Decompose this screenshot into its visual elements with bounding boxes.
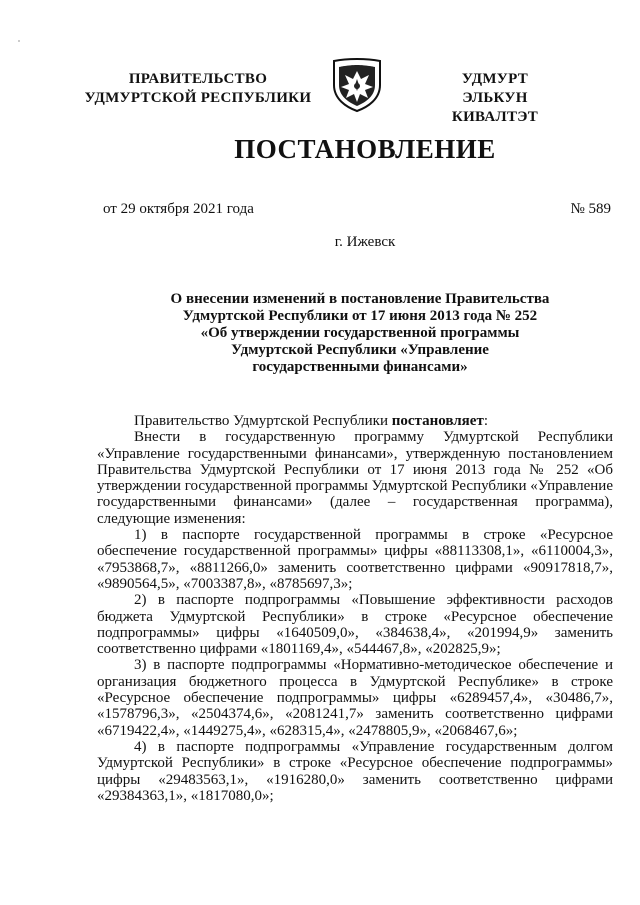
- body-paragraph: 3) в паспорте подпрограммы «Нормативно-методическое обеспечение и организация бюджетного процесса в Удмуртской Республике» в строке «Ресурсное обеспечение подпрограммы» цифры «6289457,4», «30486,7», «1578796,3», «2504374,6», «2081241,7» заменить соответственно цифрами «6719422,4», «1449275,4», «628315,4», «2478805,9», «2068467,6»;: [97, 657, 613, 739]
- intro-decree-word: постановляет: [391, 413, 484, 429]
- header-right: [430, 70, 560, 127]
- document-body: [97, 413, 613, 804]
- scan-dot: [18, 40, 20, 42]
- subject-line: Удмуртской Республики от 17 июня 2013 года № 252: [182, 308, 538, 324]
- document-type-title: ПОСТАНОВЛЕНИЕ: [234, 134, 496, 164]
- coat-of-arms-udmurtia-icon: [330, 57, 384, 113]
- intro-suffix: :: [483, 413, 488, 429]
- intro-prefix: Правительство Удмуртской Республики: [134, 413, 392, 429]
- body-intro: [97, 413, 613, 429]
- header-left-line1: ПРАВИТЕЛЬСТВО: [128, 71, 268, 87]
- body-paragraph: 4) в паспорте подпрограммы «Управление государственным долгом Удмуртской Республики» в строке «Ресурсное обеспечение подпрограммы» цифры «29483563,1», «1916280,0» заменить соответственно цифрами «29384363,1», «1817080,0»;: [97, 738, 613, 804]
- header-left-line2: УДМУРТСКОЙ РЕСПУБЛИКИ: [84, 90, 312, 106]
- body-paragraph: Внести в государственную программу Удмуртской Республики «Управление государственными финансами», утвержденную постановлением Правительства Удмуртской Республики от 17 июня 2013 года № 252 «Об утверждении государственной программы Удмуртской Республики «Управление государственными финансами» (далее – государственная программа), следующие изменения:: [97, 429, 613, 527]
- body-paragraph: 2) в паспорте подпрограммы «Повышение эффективности расходов бюджета Удмуртской Республики» в строке «Ресурсное обеспечение подпрограммы» цифры «1640509,0», «384638,4», «201994,9» заменить соответственно цифрами «1801169,4», «544467,8», «202825,9»;: [97, 592, 613, 658]
- document-subject: [140, 291, 580, 376]
- header-right-line2: КИВАЛТЭТ: [451, 109, 539, 125]
- document-number: № 589: [570, 201, 611, 217]
- document-city: г. Ижевск: [334, 234, 396, 250]
- header-right-line1: УДМУРТ ЭЛЬКУН: [461, 71, 529, 106]
- header-left: [78, 70, 318, 108]
- subject-line: О внесении изменений в постановление Правительства: [170, 291, 550, 307]
- subject-line: государственными финансами»: [252, 359, 468, 375]
- subject-line: Удмуртской Республики «Управление: [231, 342, 489, 358]
- subject-line: «Об утверждении государственной программы: [200, 325, 520, 341]
- body-paragraph: 1) в паспорте государственной программы в строке «Ресурсное обеспечение государственной программы» цифры «88113308,1», «6110004,3», «7953868,7», «8811266,0» заменить соответственно цифрами «90917818,7», «9890564,5», «7003387,8», «8785697,3»;: [97, 527, 613, 592]
- document-date: от 29 октября 2021 года: [103, 201, 254, 217]
